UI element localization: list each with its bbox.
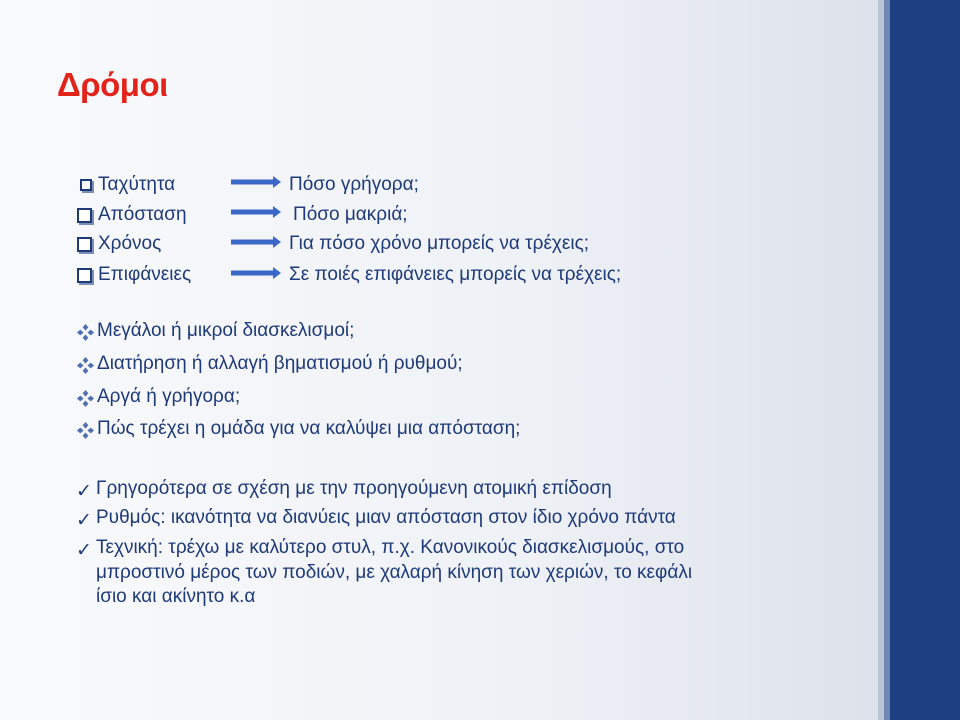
arrow-right-icon bbox=[231, 176, 281, 188]
checkmark-icon: ✓ bbox=[76, 510, 92, 531]
question-answer: Σε ποιές επιφάνειες μπορείς να τρέχεις; bbox=[289, 264, 622, 285]
checkbox-icon bbox=[77, 208, 92, 223]
question-label: Επιφάνειες bbox=[98, 264, 192, 285]
checkmark-icon: ✓ bbox=[76, 540, 92, 561]
four-diamond-bullet-icon bbox=[76, 323, 95, 342]
list-item-continuation: ίσιο και ακίνητο κ.α bbox=[96, 586, 256, 607]
list-item-label: Αργά ή γρήγορα; bbox=[97, 386, 241, 407]
checkbox-icon bbox=[80, 179, 92, 191]
question-answer: Πόσο γρήγορα; bbox=[289, 174, 419, 195]
question-answer: Πόσο μακριά; bbox=[293, 204, 408, 225]
slide-title: Δρόμοι bbox=[57, 66, 168, 103]
list-item-label: Μεγάλοι ή μικροί διασκελισμοί; bbox=[97, 320, 355, 341]
arrow-right-icon bbox=[231, 267, 281, 279]
list-item-label: Ρυθμός: ικανότητα να διανύεις μιαν απόσταση στον ίδιο χρόνο πάντα bbox=[96, 507, 676, 528]
side-bar bbox=[890, 0, 960, 720]
checkbox-icon bbox=[77, 268, 92, 283]
four-diamond-bullet-icon bbox=[76, 421, 95, 440]
question-answer: Για πόσο χρόνο μπορείς να τρέχεις; bbox=[289, 233, 590, 254]
question-label: Ταχύτητα bbox=[98, 174, 176, 195]
list-item-label: Γρηγορότερα σε σχέση με την προηγούμενη ατομική επίδοση bbox=[96, 478, 612, 499]
arrow-right-icon bbox=[231, 206, 281, 218]
question-label: Χρόνος bbox=[98, 233, 162, 254]
question-label: Απόσταση bbox=[98, 204, 187, 225]
list-item-label: Πώς τρέχει η ομάδα για να καλύψει μια απόσταση; bbox=[97, 418, 521, 439]
four-diamond-bullet-icon bbox=[76, 389, 95, 408]
list-item-continuation: μπροστινό μέρος των ποδιών, με χαλαρή κίνηση των χεριών, το κεφάλι bbox=[96, 562, 693, 583]
four-diamond-bullet-icon bbox=[76, 356, 95, 375]
list-item-label: Τεχνική: τρέχω με καλύτερο στυλ, π.χ. Κανονικούς διασκελισμούς, στο bbox=[96, 537, 685, 558]
arrow-right-icon bbox=[231, 236, 281, 248]
list-item-label: Διατήρηση ή αλλαγή βηματισμού ή ρυθμού; bbox=[97, 353, 463, 374]
checkmark-icon: ✓ bbox=[76, 481, 92, 502]
checkbox-icon bbox=[77, 237, 92, 252]
